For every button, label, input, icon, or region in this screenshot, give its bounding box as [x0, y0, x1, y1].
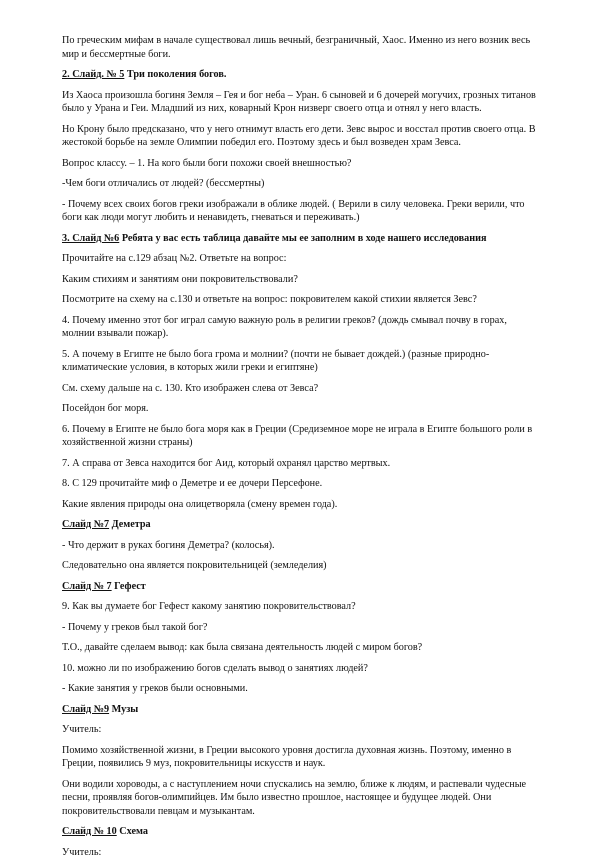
section-heading-slide-5: [62, 68, 542, 82]
paragraph: 9. Как вы думаете бог Гефест какому занятию покровительствовал?: [62, 601, 356, 612]
slide-title: Ребята у вас есть таблица давайте мы ее заполним в ходе нашего исследования: [121, 232, 487, 244]
paragraph: 8. С 129 прочитайте миф о Деметре и ее дочери Персефоне.: [62, 478, 323, 489]
paragraph: См. схему дальше на с. 130. Кто изображен слева от Зевса?: [62, 382, 319, 394]
paragraph: - Почему у греков был такой бог?: [62, 621, 208, 633]
slide-title: Гефест: [114, 580, 146, 592]
slide-number: Слайд №9: [62, 703, 110, 715]
paragraph: Учитель:: [62, 846, 102, 858]
paragraph: - Какие занятия у греков были основными.: [62, 683, 248, 694]
paragraph: Т.О., давайте сделаем вывод: как была связана деятельность людей с миром богов?: [62, 642, 423, 653]
paragraph: Посейдон бог моря.: [62, 403, 149, 414]
paragraph: Они водили хороводы, а с наступлением ночи спускались на землю, ближе к людям, и распевали чудесные песни, проявляя богов-олимпийцев. Им было известно прошлое, настоящее и будущее людей. Они покровительствовали певцам и музыкантам.: [62, 778, 527, 817]
section-heading-slide-7-demeter: [62, 518, 542, 532]
paragraph: 4. Почему именно этот бог играл самую важную роль в религии греков? (дождь смывал почву в горах, молнии взывали пожар).: [62, 314, 507, 339]
paragraph: - Почему всех своих богов греки изображали в облике людей. ( Верили в силу человека. Греки верили, что боги как люди могут любить и ненавидеть, гневаться и переживать.): [62, 198, 525, 223]
paragraph: 5. А почему в Египте не было бога грома и молнии? (почти не бывает дождей.) (разные природно-климатические условия, в которых жили греки и египтяне): [62, 348, 490, 373]
document-page: [62, 34, 542, 866]
paragraph: Вопрос классу. – 1. На кого были боги похожи своей внешностью?: [62, 157, 352, 169]
paragraph-intro: По греческим мифам в начале существовал лишь вечный, безграничный, Хаос. Именно из него возник весь мир и бессмертные боги.: [62, 35, 531, 60]
paragraph: Посмотрите на схему на с.130 и ответьте на вопрос: покровителем какой стихии является Зевс?: [62, 294, 477, 305]
paragraph: 6. Почему в Египте не было бога моря как в Греции (Средиземное море не играла в Египте большого роли в хозяйственной жизни страны): [62, 423, 533, 448]
slide-title: Деметра: [111, 519, 151, 530]
section-heading-slide-10: [62, 825, 542, 839]
slide-number: Слайд № 10: [62, 826, 117, 837]
slide-title: Схема: [119, 826, 148, 837]
paragraph: Помимо хозяйственной жизни, в Греции высокого уровня достигла духовная жизнь. Поэтому, именно в Греции, появились 9 муз, покровительницы искусств и наук.: [62, 744, 512, 769]
slide-number: 3. Слайд №6: [62, 232, 120, 244]
paragraph: Каким стихиям и занятиям они покровительствовали?: [62, 273, 298, 285]
paragraph: - Что держит в руках богиня Деметра? (колосья).: [62, 539, 275, 551]
slide-number: Слайд №7: [62, 519, 110, 530]
slide-number: 2. Слайд. № 5: [62, 69, 125, 80]
section-heading-slide-6: [62, 232, 542, 246]
paragraph: Из Хаоса произошла богиня Земля – Гея и бог неба – Уран. 6 сыновей и 6 дочерей могучих, грозных титанов было у Урана и Геи. Младший из них, коварный Крон низверг своего отца и отнял у него власть.: [62, 89, 536, 114]
section-heading-slide-7-hephaestus: [62, 580, 542, 594]
slide-number: Слайд № 7: [62, 580, 112, 592]
paragraph: Прочитайте на с.129 абзац №2. Ответьте на вопрос:: [62, 253, 287, 264]
paragraph: Учитель:: [62, 724, 102, 735]
paragraph: Какие явления природы она олицетворяла (смену времен года).: [62, 498, 338, 510]
paragraph: Следовательно она является покровительницей (земледелия): [62, 560, 327, 571]
slide-title: Музы: [111, 703, 139, 715]
paragraph: 7. А справа от Зевса находится бог Аид, который охранял царство мертвых.: [62, 457, 391, 469]
section-heading-slide-9: [62, 703, 542, 717]
paragraph: Но Крону было предсказано, что у него отнимут власть его дети. Зевс вырос и восстал против своего отца. В жестокой борьбе на земле Олимпии победил его. Поэтому здесь и был возведен храм Зевса.: [62, 123, 536, 148]
slide-title: Три поколения богов.: [126, 69, 227, 80]
paragraph: 10. можно ли по изображению богов сделать вывод о занятиях людей?: [62, 662, 368, 674]
paragraph: -Чем боги отличались от людей? (бессмертны): [62, 178, 265, 189]
